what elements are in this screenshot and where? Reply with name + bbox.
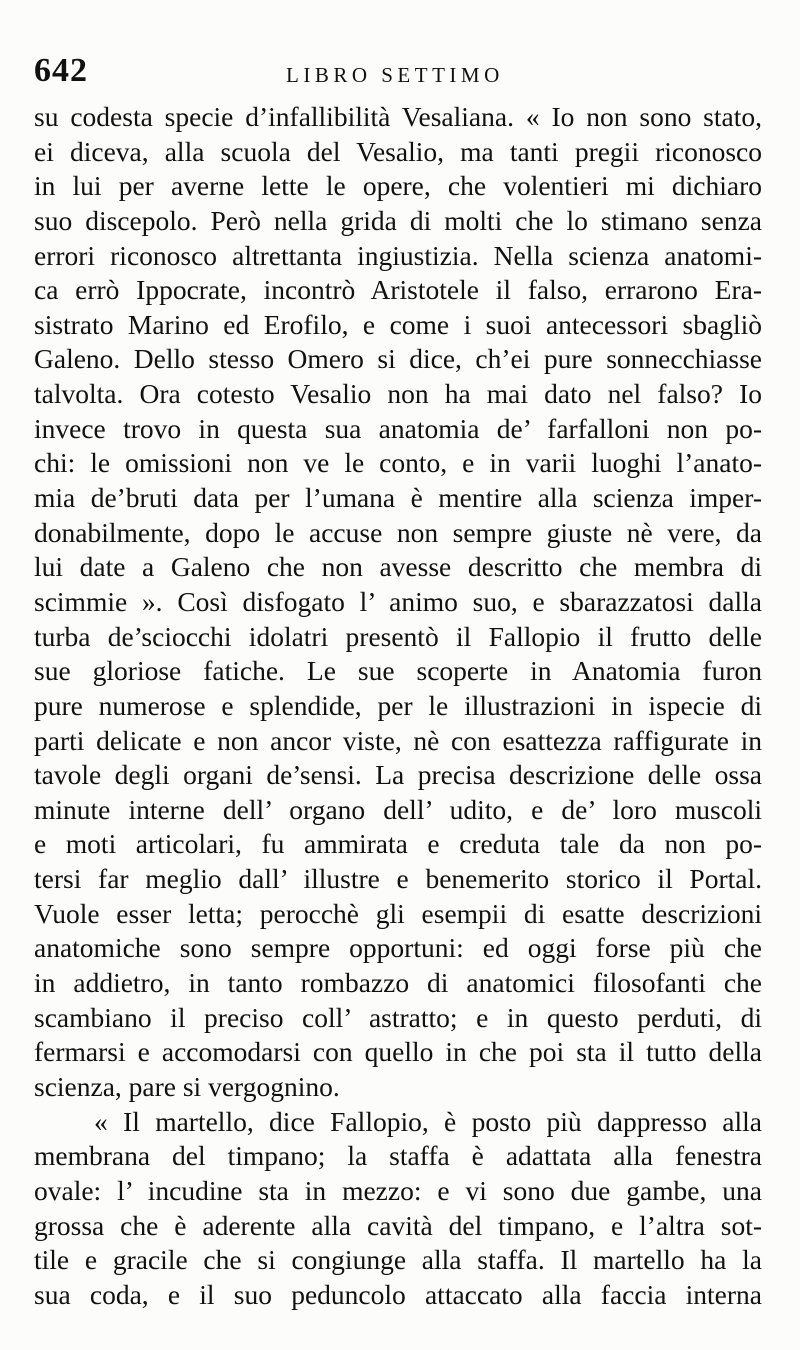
text-line: errori riconosco altrettanta ingiustizia. Nella scienza anatomi- bbox=[34, 239, 762, 271]
text-line: turba de’sciocchi idolatri presentò il Fallopio il frutto delle bbox=[34, 620, 762, 652]
text-line: tile e gracile che si congiunge alla staffa. Il martello ha la bbox=[34, 1244, 762, 1276]
text-line: fermarsi e accomodarsi con quello in che poi sta il tutto della bbox=[34, 1036, 762, 1068]
text-line: su codesta specie d’infallibilità Vesaliana. « Io non sono stato, bbox=[34, 101, 762, 132]
text-line: in lui per averne lette le opere, che volentieri mi dichiaro bbox=[34, 170, 762, 202]
page-number: 642 bbox=[34, 52, 88, 89]
text-line: e moti articolari, fu ammirata e creduta tale da non po- bbox=[34, 828, 762, 860]
text-line: mia de’bruti data per l’umana è mentire alla scienza imper- bbox=[34, 482, 762, 514]
text-line: talvolta. Ora cotesto Vesalio non ha mai dato nel falso? Io bbox=[34, 378, 762, 410]
running-head: LIBRO SETTIMO bbox=[286, 63, 504, 87]
text-line: anatomiche sono sempre opportuni: ed oggi forse più che bbox=[34, 932, 762, 964]
text-line: pure numerose e splendide, per le illustrazioni in ispecie di bbox=[34, 689, 762, 721]
text-line: donabilmente, dopo le accuse non sempre giuste nè vere, da bbox=[34, 516, 762, 548]
text-line: chi: le omissioni non ve le conto, e in varii luoghi l’anato- bbox=[34, 447, 762, 479]
text-line: grossa che è aderente alla cavità del timpano, e l’altra sot- bbox=[34, 1209, 762, 1241]
paragraph-end-line: scienza, pare si vergognino. bbox=[34, 1070, 340, 1102]
text-line: scimmie ». Così disfogato l’ animo suo, e sbarazzatosi dalla bbox=[34, 585, 762, 617]
text-line: ei diceva, alla scuola del Vesalio, ma tanti pregii riconosco bbox=[34, 135, 762, 167]
text-line: tersi far meglio dall’ illustre e benemerito storico il Portal. bbox=[34, 863, 762, 895]
text-line: Vuole esser letta; perocchè gli esempii di esatte descrizioni bbox=[34, 897, 762, 929]
page-header bbox=[34, 52, 764, 96]
text-line: ovale: l’ incudine sta in mezzo: e vi sono due gambe, una bbox=[34, 1174, 762, 1206]
text-line: invece trovo in questa sua anatomia de’ farfalloni non po- bbox=[34, 412, 762, 444]
text-line: sue gloriose fatiche. Le sue scoperte in Anatomia furon bbox=[34, 655, 762, 687]
text-line: scambiano il preciso coll’ astratto; e in questo perduti, di bbox=[34, 1001, 762, 1033]
text-line: sistrato Marino ed Erofilo, e come i suoi antecessori sbagliò bbox=[34, 308, 762, 340]
text-line: sua coda, e il suo peduncolo attaccato alla faccia interna bbox=[34, 1278, 762, 1310]
text-line: tavole degli organi de’sensi. La precisa descrizione delle ossa bbox=[34, 759, 762, 791]
body-text bbox=[34, 100, 762, 1312]
text-line: in addietro, in tanto rombazzo di anatomici filosofanti che bbox=[34, 967, 762, 999]
text-line: membrana del timpano; la staffa è adattata alla fenestra bbox=[34, 1140, 762, 1172]
text-line: parti delicate e non ancor viste, nè con esattezza raffigurate in bbox=[34, 724, 762, 756]
text-line: ca errò Ippocrate, incontrò Aristotele il falso, errarono Era- bbox=[34, 274, 762, 306]
paragraph-start-line: « Il martello, dice Fallopio, è posto più dappresso alla bbox=[94, 1105, 762, 1137]
text-line: Galeno. Dello stesso Omero si dice, ch’ei pure sonnecchiasse bbox=[34, 343, 762, 375]
text-line: minute interne dell’ organo dell’ udito, e de’ loro muscoli bbox=[34, 793, 762, 825]
text-line: lui date a Galeno che non avesse descritto che membra di bbox=[34, 551, 762, 583]
text-line: suo discepolo. Però nella grida di molti che lo stimano senza bbox=[34, 204, 762, 236]
